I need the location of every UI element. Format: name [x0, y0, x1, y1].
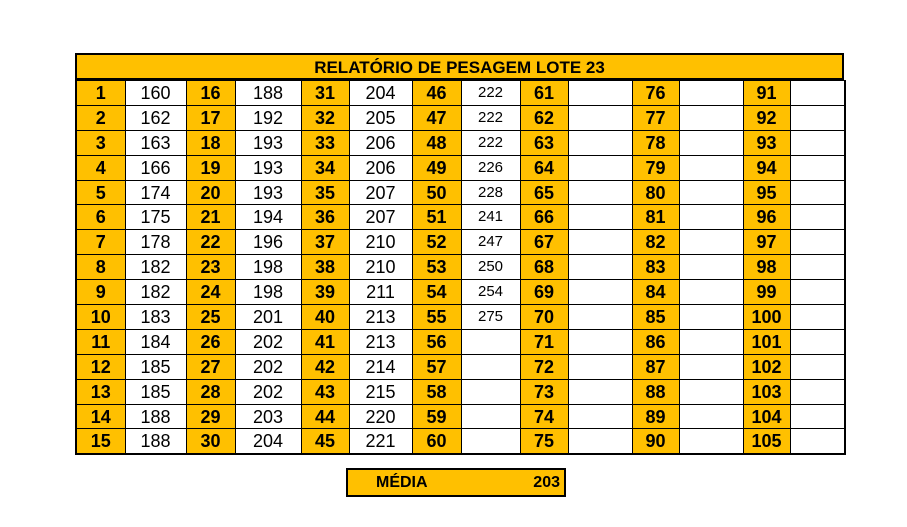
weight-value	[568, 205, 632, 230]
weight-value: 222	[461, 105, 520, 130]
animal-number: 60	[412, 429, 461, 454]
table-row	[76, 404, 845, 429]
table-row	[76, 155, 845, 180]
animal-number: 54	[412, 280, 461, 305]
animal-number: 91	[743, 81, 790, 106]
animal-number: 86	[632, 329, 679, 354]
weight-value: 228	[461, 180, 520, 205]
table-row	[76, 280, 845, 305]
animal-number: 41	[301, 329, 349, 354]
animal-number: 94	[743, 155, 790, 180]
weight-value	[790, 130, 845, 155]
weight-value	[568, 329, 632, 354]
animal-number: 100	[743, 305, 790, 330]
animal-number: 81	[632, 205, 679, 230]
weight-value	[679, 329, 743, 354]
animal-number: 78	[632, 130, 679, 155]
animal-number: 97	[743, 230, 790, 255]
animal-number: 55	[412, 305, 461, 330]
animal-number: 29	[186, 404, 235, 429]
weight-value	[790, 280, 845, 305]
animal-number: 8	[76, 255, 125, 280]
weight-value	[461, 429, 520, 454]
weight-value: 198	[235, 280, 301, 305]
animal-number: 59	[412, 404, 461, 429]
weight-value	[679, 130, 743, 155]
weight-value: 196	[235, 230, 301, 255]
weight-value: 222	[461, 130, 520, 155]
weight-value: 215	[349, 379, 412, 404]
weight-value: 163	[125, 130, 186, 155]
weight-value: 214	[349, 354, 412, 379]
table-row	[76, 130, 845, 155]
animal-number: 36	[301, 205, 349, 230]
table-row	[76, 305, 845, 330]
weight-value: 206	[349, 155, 412, 180]
animal-number: 16	[186, 81, 235, 106]
animal-number: 63	[520, 130, 568, 155]
animal-number: 39	[301, 280, 349, 305]
animal-number: 105	[743, 429, 790, 454]
weight-value: 204	[235, 429, 301, 454]
animal-number: 1	[76, 81, 125, 106]
weight-value: 160	[125, 81, 186, 106]
animal-number: 4	[76, 155, 125, 180]
weight-value: 202	[235, 329, 301, 354]
animal-number: 88	[632, 379, 679, 404]
weight-value: 188	[125, 404, 186, 429]
animal-number: 101	[743, 329, 790, 354]
weight-value: 203	[235, 404, 301, 429]
table-row	[76, 429, 845, 454]
animal-number: 33	[301, 130, 349, 155]
animal-number: 80	[632, 180, 679, 205]
weight-value	[679, 81, 743, 106]
animal-number: 17	[186, 105, 235, 130]
weight-value	[679, 379, 743, 404]
weight-value	[679, 429, 743, 454]
weight-value	[790, 155, 845, 180]
weight-value	[568, 429, 632, 454]
weight-value	[679, 255, 743, 280]
animal-number: 61	[520, 81, 568, 106]
animal-number: 6	[76, 205, 125, 230]
animal-number: 51	[412, 205, 461, 230]
animal-number: 98	[743, 255, 790, 280]
animal-number: 27	[186, 354, 235, 379]
animal-number: 48	[412, 130, 461, 155]
weight-value	[790, 305, 845, 330]
weight-value	[461, 379, 520, 404]
animal-number: 11	[76, 329, 125, 354]
weight-value: 201	[235, 305, 301, 330]
weight-value: 162	[125, 105, 186, 130]
animal-number: 53	[412, 255, 461, 280]
weight-value: 213	[349, 329, 412, 354]
weight-value	[568, 379, 632, 404]
weight-value	[679, 105, 743, 130]
table-row	[76, 180, 845, 205]
animal-number: 69	[520, 280, 568, 305]
animal-number: 47	[412, 105, 461, 130]
weight-value	[568, 230, 632, 255]
weight-value	[679, 180, 743, 205]
animal-number: 104	[743, 404, 790, 429]
table-row	[76, 230, 845, 255]
animal-number: 73	[520, 379, 568, 404]
weight-value: 207	[349, 205, 412, 230]
animal-number: 40	[301, 305, 349, 330]
animal-number: 72	[520, 354, 568, 379]
weight-value: 213	[349, 305, 412, 330]
weight-value: 250	[461, 255, 520, 280]
animal-number: 35	[301, 180, 349, 205]
weight-value	[790, 105, 845, 130]
animal-number: 25	[186, 305, 235, 330]
weight-value	[790, 354, 845, 379]
weight-value	[568, 255, 632, 280]
animal-number: 85	[632, 305, 679, 330]
animal-number: 84	[632, 280, 679, 305]
animal-number: 22	[186, 230, 235, 255]
weight-value: 222	[461, 81, 520, 106]
animal-number: 93	[743, 130, 790, 155]
animal-number: 49	[412, 155, 461, 180]
weight-value: 192	[235, 105, 301, 130]
animal-number: 77	[632, 105, 679, 130]
animal-number: 23	[186, 255, 235, 280]
animal-number: 64	[520, 155, 568, 180]
table-row	[76, 105, 845, 130]
weight-value	[790, 404, 845, 429]
weight-value: 185	[125, 379, 186, 404]
animal-number: 18	[186, 130, 235, 155]
animal-number: 20	[186, 180, 235, 205]
weight-value	[679, 354, 743, 379]
animal-number: 52	[412, 230, 461, 255]
animal-number: 82	[632, 230, 679, 255]
weight-value: 193	[235, 155, 301, 180]
weight-value: 202	[235, 354, 301, 379]
animal-number: 79	[632, 155, 679, 180]
weight-value: 184	[125, 329, 186, 354]
weight-value	[679, 230, 743, 255]
weight-value	[568, 280, 632, 305]
animal-number: 96	[743, 205, 790, 230]
weight-value	[461, 329, 520, 354]
animal-number: 89	[632, 404, 679, 429]
weight-value: 205	[349, 105, 412, 130]
animal-number: 5	[76, 180, 125, 205]
animal-number: 99	[743, 280, 790, 305]
weight-value	[790, 329, 845, 354]
animal-number: 14	[76, 404, 125, 429]
weight-value: 198	[235, 255, 301, 280]
table-row	[76, 81, 845, 106]
weighing-table	[75, 80, 846, 455]
animal-number: 28	[186, 379, 235, 404]
weight-value: 210	[349, 230, 412, 255]
weight-value: 175	[125, 205, 186, 230]
animal-number: 83	[632, 255, 679, 280]
table-row	[76, 255, 845, 280]
table-row	[76, 354, 845, 379]
animal-number: 102	[743, 354, 790, 379]
animal-number: 38	[301, 255, 349, 280]
weight-value: 220	[349, 404, 412, 429]
weight-value	[461, 354, 520, 379]
animal-number: 15	[76, 429, 125, 454]
animal-number: 92	[743, 105, 790, 130]
animal-number: 31	[301, 81, 349, 106]
weight-value	[679, 155, 743, 180]
animal-number: 9	[76, 280, 125, 305]
weight-value	[568, 81, 632, 106]
animal-number: 45	[301, 429, 349, 454]
animal-number: 34	[301, 155, 349, 180]
weight-value: 193	[235, 130, 301, 155]
animal-number: 13	[76, 379, 125, 404]
weight-value: 210	[349, 255, 412, 280]
weight-value	[790, 429, 845, 454]
weight-value: 188	[125, 429, 186, 454]
weight-value	[568, 180, 632, 205]
weight-value: 207	[349, 180, 412, 205]
weight-value: 221	[349, 429, 412, 454]
animal-number: 7	[76, 230, 125, 255]
animal-number: 32	[301, 105, 349, 130]
weight-value: 254	[461, 280, 520, 305]
animal-number: 42	[301, 354, 349, 379]
weighing-report	[75, 53, 844, 455]
weight-value: 202	[235, 379, 301, 404]
weight-value	[568, 105, 632, 130]
animal-number: 26	[186, 329, 235, 354]
animal-number: 21	[186, 205, 235, 230]
weight-value	[679, 404, 743, 429]
animal-number: 103	[743, 379, 790, 404]
weight-value: 185	[125, 354, 186, 379]
animal-number: 43	[301, 379, 349, 404]
animal-number: 19	[186, 155, 235, 180]
animal-number: 50	[412, 180, 461, 205]
weight-value: 211	[349, 280, 412, 305]
table-row	[76, 329, 845, 354]
animal-number: 67	[520, 230, 568, 255]
average-value: 203	[533, 474, 560, 491]
animal-number: 30	[186, 429, 235, 454]
weight-value	[790, 205, 845, 230]
weight-value	[790, 180, 845, 205]
table-row	[76, 205, 845, 230]
weight-value: 182	[125, 280, 186, 305]
average-label: MÉDIA	[376, 474, 428, 491]
weight-value: 183	[125, 305, 186, 330]
animal-number: 68	[520, 255, 568, 280]
animal-number: 37	[301, 230, 349, 255]
animal-number: 65	[520, 180, 568, 205]
weight-value	[461, 404, 520, 429]
animal-number: 70	[520, 305, 568, 330]
weight-value: 206	[349, 130, 412, 155]
animal-number: 75	[520, 429, 568, 454]
weight-value	[568, 305, 632, 330]
animal-number: 44	[301, 404, 349, 429]
animal-number: 58	[412, 379, 461, 404]
weight-value	[790, 230, 845, 255]
animal-number: 46	[412, 81, 461, 106]
weight-value	[679, 305, 743, 330]
animal-number: 71	[520, 329, 568, 354]
weight-value: 188	[235, 81, 301, 106]
weight-value	[679, 205, 743, 230]
weight-value: 178	[125, 230, 186, 255]
weight-value: 166	[125, 155, 186, 180]
animal-number: 74	[520, 404, 568, 429]
animal-number: 57	[412, 354, 461, 379]
weight-value: 194	[235, 205, 301, 230]
weight-value: 226	[461, 155, 520, 180]
animal-number: 24	[186, 280, 235, 305]
report-title: RELATÓRIO DE PESAGEM LOTE 23	[75, 53, 844, 80]
weight-value: 275	[461, 305, 520, 330]
weight-value	[568, 404, 632, 429]
animal-number: 56	[412, 329, 461, 354]
animal-number: 3	[76, 130, 125, 155]
weight-value: 174	[125, 180, 186, 205]
weight-value	[790, 81, 845, 106]
table-row	[76, 379, 845, 404]
animal-number: 87	[632, 354, 679, 379]
animal-number: 95	[743, 180, 790, 205]
weight-value: 204	[349, 81, 412, 106]
weight-value: 193	[235, 180, 301, 205]
weight-value	[790, 379, 845, 404]
animal-number: 2	[76, 105, 125, 130]
weight-value: 247	[461, 230, 520, 255]
weight-value	[790, 255, 845, 280]
weight-value	[568, 130, 632, 155]
average-box	[346, 468, 566, 497]
animal-number: 12	[76, 354, 125, 379]
animal-number: 90	[632, 429, 679, 454]
animal-number: 62	[520, 105, 568, 130]
weight-value	[568, 354, 632, 379]
weight-value	[679, 280, 743, 305]
weight-value: 241	[461, 205, 520, 230]
animal-number: 66	[520, 205, 568, 230]
animal-number: 76	[632, 81, 679, 106]
weight-value: 182	[125, 255, 186, 280]
animal-number: 10	[76, 305, 125, 330]
weight-value	[568, 155, 632, 180]
